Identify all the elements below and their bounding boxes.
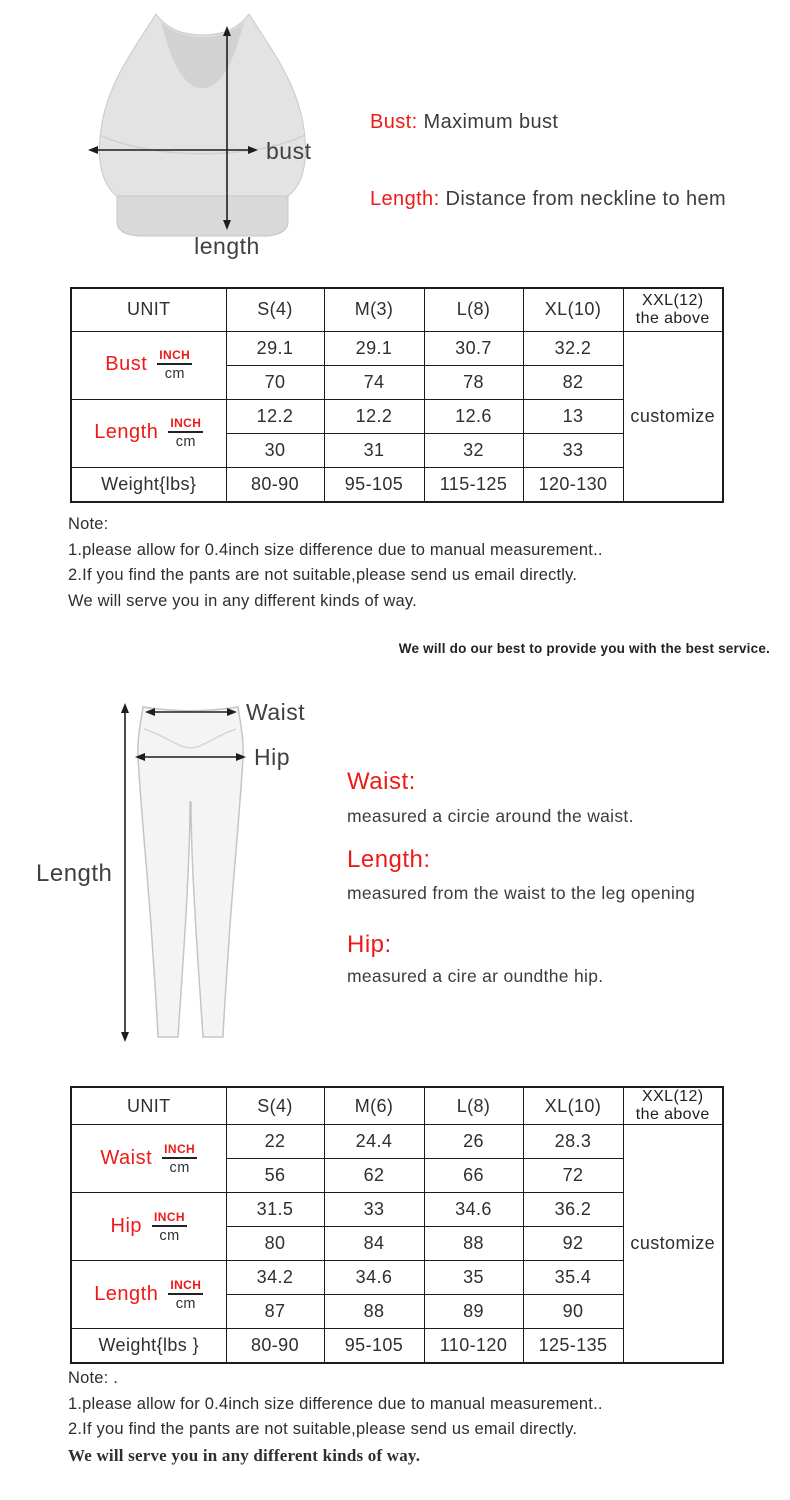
size-value-cell: 80-90	[226, 467, 324, 502]
length-definition	[370, 188, 726, 211]
bust-definition	[370, 111, 558, 134]
waist-term: Waist:	[347, 768, 416, 795]
size-value-cell: 35	[424, 1261, 523, 1295]
size-value-cell: 13	[523, 399, 623, 433]
size-value-cell: 78	[424, 365, 523, 399]
size-value-cell: 31.5	[226, 1193, 324, 1227]
note-top	[68, 512, 603, 614]
size-value-cell: 110-120	[424, 1329, 523, 1363]
size-value-cell: 12.2	[226, 399, 324, 433]
col-header-l: L(8)	[424, 288, 523, 331]
sports-bra-illustration	[99, 14, 305, 236]
col-header-s: S(4)	[226, 1087, 324, 1125]
size-value-cell: 80-90	[226, 1329, 324, 1363]
table-row	[71, 1125, 723, 1159]
note-line: 2.If you find the pants are not suitable,please send us email directly.	[68, 1420, 578, 1438]
note-title: Note: .	[68, 1369, 119, 1387]
col-header-xxl: XXL(12) the above	[623, 288, 723, 331]
size-value-cell: 22	[226, 1125, 324, 1159]
inch-cm-fraction: $\frac{\text{INCH}}{cm}$	[154, 1209, 185, 1244]
inch-cm-fraction: $\frac{\text{INCH}}{cm}$	[164, 1141, 196, 1176]
size-value-cell: 32.2	[523, 331, 623, 365]
bust-diagram-label: bust	[266, 138, 312, 164]
length-row-label: Length $\frac{\text{INCH}}{cm}$	[71, 1261, 226, 1329]
size-value-cell: 84	[324, 1227, 424, 1261]
size-value-cell: 74	[324, 365, 424, 399]
length-term: Length:	[370, 188, 440, 210]
length-term: Length:	[347, 846, 431, 873]
size-value-cell: 70	[226, 365, 324, 399]
note-line: We will serve you in any different kinds of way.	[68, 591, 417, 610]
size-value-cell: 24.4	[324, 1125, 424, 1159]
size-value-cell: 88	[324, 1295, 424, 1329]
size-value-cell: 89	[424, 1295, 523, 1329]
bust-row-label: Bust $\frac{\text{INCH}}{cm}$	[71, 331, 226, 399]
length-diagram-label: length	[194, 233, 260, 259]
size-value-cell: 62	[324, 1159, 424, 1193]
waist-row-label: Waist $\frac{\text{INCH}}{cm}$	[71, 1125, 226, 1193]
waist-diagram-label: Waist	[246, 699, 306, 725]
size-value-cell: 92	[523, 1227, 623, 1261]
bust-term: Bust:	[370, 111, 418, 133]
col-header-unit: UNIT	[71, 1087, 226, 1125]
col-header-xl: XL(10)	[523, 1087, 623, 1125]
size-value-cell: 34.2	[226, 1261, 324, 1295]
size-value-cell: 32	[424, 433, 523, 467]
customize-cell: customize	[623, 1125, 723, 1363]
size-value-cell: 31	[324, 433, 424, 467]
size-value-cell: 29.1	[226, 331, 324, 365]
bra-table-header-row	[71, 288, 723, 331]
leggings-length-arrow	[121, 703, 129, 1042]
inch-cm-fraction: $\frac{\text{INCH}}{cm}$	[170, 1277, 202, 1312]
leggings-size-table	[70, 1086, 724, 1364]
leggings-measurement-diagram	[30, 685, 360, 1055]
size-value-cell: 30	[226, 433, 324, 467]
note-bottom	[68, 1366, 603, 1468]
weight-row-label: Weight{lbs}	[71, 467, 226, 502]
size-value-cell: 115-125	[424, 467, 523, 502]
note-line: 1.please allow for 0.4inch size difference due to manual measurement..	[68, 1394, 603, 1413]
col-header-s: S(4)	[226, 288, 324, 331]
size-value-cell: 72	[523, 1159, 623, 1193]
col-header-m: M(3)	[324, 288, 424, 331]
table-row	[71, 331, 723, 365]
leggings-length-label: Length	[36, 860, 113, 887]
bra-size-table	[70, 287, 724, 503]
size-value-cell: 26	[424, 1125, 523, 1159]
note-line: 2.If you find the pants are not suitable,please send us email directly.	[68, 566, 578, 584]
size-value-cell: 90	[523, 1295, 623, 1329]
inch-cm-fraction: $\frac{\text{INCH}}{cm}$	[159, 348, 191, 382]
size-value-cell: 33	[324, 1193, 424, 1227]
bust-desc: Maximum bust	[423, 111, 559, 133]
size-value-cell: 82	[523, 365, 623, 399]
size-value-cell: 35.4	[523, 1261, 623, 1295]
size-value-cell: 34.6	[324, 1261, 424, 1295]
size-value-cell: 125-135	[523, 1329, 623, 1363]
bra-measurement-diagram	[60, 0, 400, 262]
hip-desc: measured a cire ar oundthe hip.	[347, 966, 604, 986]
length-desc: Distance from neckline to hem	[445, 188, 727, 210]
size-value-cell: 120-130	[523, 467, 623, 502]
size-value-cell: 95-105	[324, 467, 424, 502]
col-header-l: L(8)	[424, 1087, 523, 1125]
note-title: Note:	[68, 515, 109, 533]
size-value-cell: 33	[523, 433, 623, 467]
size-value-cell: 80	[226, 1227, 324, 1261]
size-value-cell: 88	[424, 1227, 523, 1261]
size-value-cell: 29.1	[324, 331, 424, 365]
size-value-cell: 12.6	[424, 399, 523, 433]
waist-desc: measured a circie around the waist.	[347, 806, 634, 826]
col-header-m: M(6)	[324, 1087, 424, 1125]
size-value-cell: 66	[424, 1159, 523, 1193]
service-statement: We will do our best to provide you with the best service.	[398, 641, 770, 656]
weight-row-label: Weight{lbs }	[71, 1329, 226, 1363]
size-value-cell: 28.3	[523, 1125, 623, 1159]
length-row-label: Length $\frac{\text{INCH}}{cm}$	[71, 399, 226, 467]
size-value-cell: 34.6	[424, 1193, 523, 1227]
customize-cell: customize	[623, 331, 723, 502]
leggings-table-header-row	[71, 1087, 723, 1125]
col-header-xl: XL(10)	[523, 288, 623, 331]
inch-cm-fraction: $\frac{\text{INCH}}{cm}$	[170, 416, 202, 450]
hip-term: Hip:	[347, 931, 392, 958]
size-value-cell: 56	[226, 1159, 324, 1193]
size-value-cell: 30.7	[424, 331, 523, 365]
note-line: 1.please allow for 0.4inch size difference due to manual measurement..	[68, 540, 603, 559]
hip-row-label: Hip $\frac{\text{INCH}}{cm}$	[71, 1193, 226, 1261]
size-value-cell: 12.2	[324, 399, 424, 433]
hip-diagram-label: Hip	[254, 744, 291, 770]
length-desc: measured from the waist to the leg opening	[347, 883, 696, 903]
col-header-unit: UNIT	[71, 288, 226, 331]
size-value-cell: 36.2	[523, 1193, 623, 1227]
note-line-serif: We will serve you in any different kinds of way.	[68, 1445, 421, 1465]
size-value-cell: 87	[226, 1295, 324, 1329]
size-value-cell: 95-105	[324, 1329, 424, 1363]
col-header-xxl: XXL(12) the above	[623, 1087, 723, 1125]
